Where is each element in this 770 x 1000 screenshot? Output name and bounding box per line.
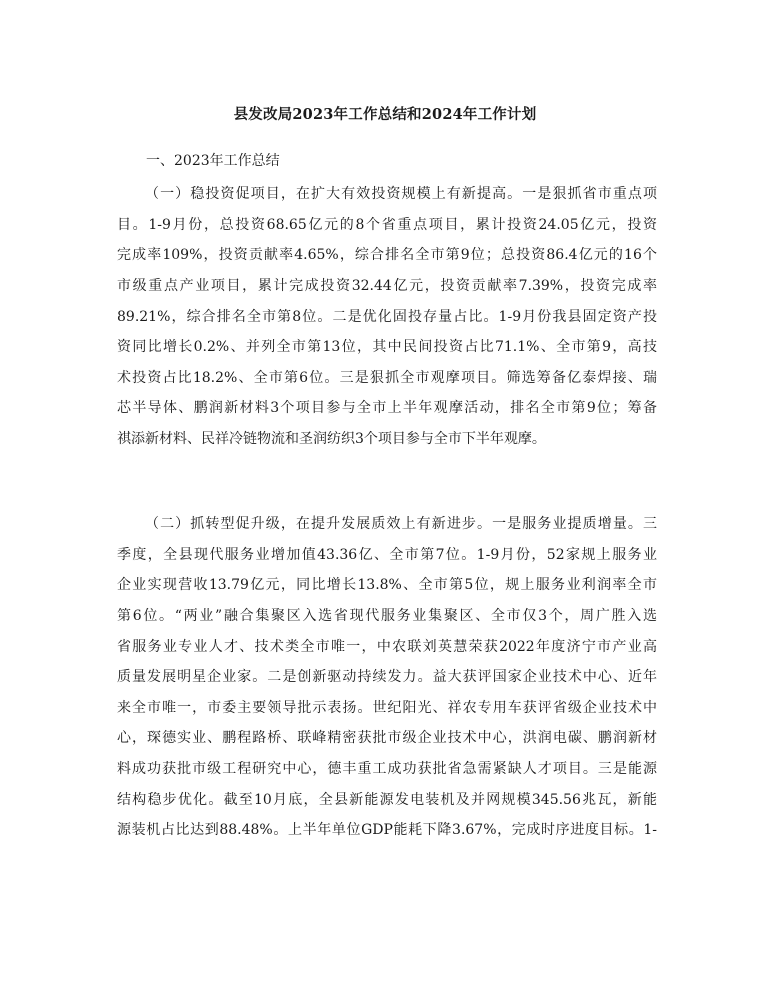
paragraph-line: 季度，全县现代服务业增加值43.36亿、全市第7位。1-9月份，52家规上服务业 [117,546,657,563]
paragraph-investment [117,179,657,455]
paragraph-line: 心，琛德实业、鹏程路桥、联峰精密获批市级企业技术中心，洪润电碳、鹏润新材 [117,730,657,747]
paragraph-line: 源装机占比达到88.48%。上半年单位GDP能耗下降3.67%，完成时序进度目标。1- [117,822,657,839]
paragraph-line: 目。1-9月份，总投资68.65亿元的8个省重点项目，累计投资24.05亿元，投资 [117,216,657,233]
paragraph-line: 来全市唯一，市委主要领导批示表扬。世纪阳光、祥农专用车获评省级企业技术中 [117,699,657,716]
paragraph-line: 资同比增长0.2%、并列全市第13位，其中民间投资占比71.1%、全市第9，高技 [117,339,657,356]
paragraph-line: 料成功获批市级工程研究中心，德丰重工成功获批省急需紧缺人才项目。三是能源 [117,761,657,778]
section-heading: 一、2023年工作总结 [146,153,280,169]
paragraph-line: 市级重点产业项目，累计完成投资32.44亿元，投资贡献率7.39%，投资完成率 [117,277,657,294]
paragraph-line: （一）稳投资促项目，在扩大有效投资规模上有新提高。一是狠抓省市重点项 [145,186,657,202]
paragraph-line: 祺添新材料、民祥冷链物流和圣润纺织3个项目参与全市下半年观摩。 [117,431,546,448]
paragraph-line: 质量发展明星企业家。二是创新驱动持续发力。益大获评国家企业技术中心、近年 [117,669,657,686]
paragraph-line: 芯半导体、鹏润新材料3个项目参与全市上半年观摩活动，排名全市第9位；筹备 [117,400,657,417]
document-title: 县发改局2023年工作总结和2024年工作计划 [233,106,537,123]
paragraph-line: 企业实现营收13.79亿元，同比增长13.8%、全市第5位，规上服务业利润率全市 [117,577,657,594]
paragraph-line: 结构稳步优化。截至10月底，全县新能源发电装机及并网规模345.56兆瓦，新能 [117,791,657,808]
paragraph-line: 省服务业专业人才、技术类全市唯一，中农联刘英慧荣获2022年度济宁市产业高 [117,638,657,655]
paragraph-line: 第6位。“两业”融合集聚区入选省现代服务业集聚区、全市仅3个，周广胜入选 [117,607,657,624]
paragraph-line: 完成率109%，投资贡献率4.65%，综合排名全市第9位；总投资86.4亿元的16个 [117,247,657,264]
paragraph-line: 术投资占比18.2%、全市第6位。三是狠抓全市观摩项目。筛选筹备亿泰焊接、瑞 [117,369,657,386]
paragraph-line: 89.21%，综合排名全市第8位。二是优化固投存量占比。1-9月份我县固定资产投 [117,308,657,325]
paragraph-line: （二）抓转型促升级，在提升发展质效上有新进步。一是服务业提质增量。三 [145,516,657,532]
paragraph-upgrade [117,509,657,846]
